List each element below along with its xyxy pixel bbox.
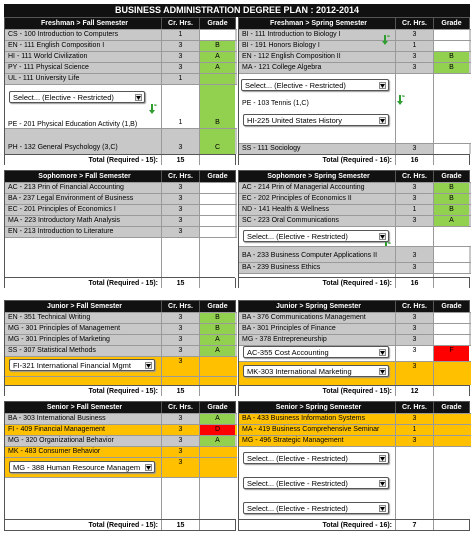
grade-cell[interactable]: A [199, 52, 235, 62]
table-row [5, 376, 237, 385]
table-row [5, 477, 237, 519]
table-row: AC - 214 Prin of Managerial Accounting 3 B [239, 182, 471, 193]
table-row: PE - 103 Tennis (1,C) [239, 73, 471, 143]
chevron-down-icon [379, 233, 386, 240]
total-row: Total (Required - 16): 7 [239, 519, 469, 530]
marketing-select[interactable]: MK-303 International Marketing [243, 365, 389, 377]
table-row: 3 [5, 457, 237, 477]
grade-cell[interactable] [433, 247, 469, 262]
freshman-spring-panel [238, 17, 470, 165]
total-row: Total (Required - 15): 15 [5, 519, 235, 530]
table-row: MG - 301 Principles of Management 3 B [5, 323, 237, 334]
senior-spring-header: Senior > Spring Semester Cr. Hrs. Grade [239, 402, 469, 413]
grade-cell[interactable] [433, 436, 469, 446]
table-row: MA - 121 College Algebra 3 B [239, 62, 471, 73]
table-row: EN - 112 English Composition II 3 B [239, 51, 471, 62]
grade-cell[interactable]: B [199, 313, 235, 323]
table-row: AC - 213 Prin of Financial Accounting 3 [5, 182, 237, 193]
table-row: EN - 213 Introduction to Literature 3 [5, 226, 237, 237]
table-row: 3 [239, 361, 471, 385]
grade-cell[interactable]: F [433, 346, 469, 361]
table-row: BA - 301 Principles of Finance 3 [239, 323, 471, 334]
total-row: Total (Required - 16): 16 [239, 154, 469, 165]
chevron-down-icon [145, 362, 152, 369]
grade-cell[interactable]: C [199, 129, 235, 154]
grade-cell[interactable]: B [199, 85, 235, 128]
table-row: PY - 111 Physical Science 3 A [5, 62, 237, 73]
junior-fall-header: Junior > Fall Semester Cr. Hrs. Grade [5, 301, 235, 312]
table-row: MG - 320 Organizational Behavior 3 A [5, 435, 237, 446]
elective-select[interactable]: Select... (Elective - Restricted) [241, 79, 389, 91]
elective-select[interactable]: Select... (Elective - Restricted) [243, 502, 389, 514]
table-row: BA - 433 Business Information Systems 3 [239, 413, 471, 424]
finance-select[interactable]: FI-321 International Financial Mgmt [9, 359, 155, 371]
grade-cell[interactable]: B [433, 183, 469, 193]
grade-cell[interactable] [433, 362, 469, 385]
senior-spring-panel [238, 401, 470, 531]
freshman-fall-panel [4, 17, 236, 165]
grade-cell[interactable] [199, 227, 235, 237]
grade-cell[interactable] [199, 183, 235, 193]
grade-cell[interactable] [433, 74, 469, 143]
recommend-icon[interactable] [149, 104, 157, 114]
table-row: CS - 100 Introduction to Computers 1 [5, 29, 237, 40]
chevron-down-icon [135, 94, 142, 101]
recommend-icon[interactable] [397, 95, 405, 105]
freshman-spring-header: Freshman > Spring Semester Cr. Hrs. Grade [239, 18, 469, 29]
grade-cell[interactable]: D [199, 425, 235, 435]
sophomore-spring-panel [238, 170, 470, 288]
chevron-down-icon [379, 82, 386, 89]
grade-cell[interactable]: B [199, 41, 235, 51]
table-row: PH - 132 General Psychology (3,C) 3 C [5, 128, 237, 154]
table-row: ND - 141 Health & Wellness 1 B [239, 204, 471, 215]
table-row: BA - 303 International Business 3 A [5, 413, 237, 424]
junior-spring-panel [238, 300, 470, 396]
elective-select[interactable]: Select... (Elective - Restricted) [9, 91, 145, 103]
table-row: BI - 111 Introduction to Biology I 3 [239, 29, 471, 40]
grade-cell[interactable] [199, 216, 235, 226]
chevron-down-icon [379, 455, 386, 462]
total-row: Total (Required - 15): 12 [239, 385, 469, 396]
total-row: Total (Required - 15): 15 [5, 277, 235, 288]
total-row: Total (Required - 15): 15 [5, 385, 235, 396]
grade-cell[interactable] [199, 357, 235, 376]
table-row: BA - 239 Business Ethics 3 [239, 262, 471, 273]
table-row: PE - 201 Physical Education Activity (1,B) 1 B [5, 84, 237, 128]
grade-cell[interactable] [199, 74, 235, 84]
table-row: EC - 201 Principles of Economics I 3 [5, 204, 237, 215]
grade-cell[interactable] [199, 30, 235, 40]
chevron-down-icon [379, 349, 386, 356]
grade-cell[interactable] [433, 263, 469, 273]
junior-fall-panel [4, 300, 236, 396]
page-title: BUSINESS ADMINISTRATION DEGREE PLAN : 2012-2014 [4, 4, 470, 17]
table-row: EN - 111 English Composition I 3 B [5, 40, 237, 51]
table-row: EC - 202 Principles of Economics II 3 B [239, 193, 471, 204]
grade-cell[interactable]: A [199, 346, 235, 356]
hr-management-select[interactable]: MG - 388 Human Resource Managem [9, 461, 155, 473]
elective-select[interactable]: Select... (Elective - Restricted) [243, 230, 389, 242]
table-row: 3 [5, 356, 237, 376]
table-row: MA - 419 Business Comprehensive Seminar 1 [239, 424, 471, 435]
grade-cell[interactable] [433, 144, 469, 154]
grade-cell[interactable]: B [199, 324, 235, 334]
elective-select[interactable]: Select... (Elective - Restricted) [243, 452, 389, 464]
grade-cell[interactable] [433, 414, 469, 424]
junior-spring-header: Junior > Spring Semester Cr. Hrs. Grade [239, 301, 469, 312]
grade-cell[interactable]: A [199, 414, 235, 424]
history-select[interactable]: HI-225 United States History [243, 114, 389, 126]
table-row: MG - 496 Strategic Management 3 [239, 435, 471, 446]
grade-cell[interactable]: A [199, 436, 235, 446]
table-row: UL - 111 University Life 1 [5, 73, 237, 84]
grade-cell[interactable] [433, 30, 469, 40]
table-row: HI - 111 World Civilization 3 A [5, 51, 237, 62]
table-row: MG - 301 Principles of Marketing 3 A [5, 334, 237, 345]
table-row: MG - 378 Entrepreneurship 3 [239, 334, 471, 345]
senior-fall-panel [4, 401, 236, 531]
total-row: Total (Required - 15): 15 [5, 154, 235, 165]
grade-cell[interactable]: A [433, 216, 469, 226]
table-row: MK - 483 Consumer Behavior 3 [5, 446, 237, 457]
chevron-down-icon [379, 368, 386, 375]
grade-cell[interactable]: B [433, 194, 469, 204]
table-row: 3 F [239, 345, 471, 361]
grade-cell[interactable]: A [199, 335, 235, 345]
grade-cell[interactable] [199, 205, 235, 215]
grade-cell[interactable] [433, 41, 469, 51]
recommend-icon[interactable] [382, 35, 390, 45]
chevron-down-icon [379, 117, 386, 124]
chevron-down-icon [379, 505, 386, 512]
grade-cell[interactable] [199, 458, 235, 477]
chevron-down-icon [379, 480, 386, 487]
table-row: MA - 223 Introductory Math Analysis 3 [5, 215, 237, 226]
table-row: FI - 409 Financial Management 3 D [5, 424, 237, 435]
table-row: SS - 111 Sociology 3 [239, 143, 471, 154]
senior-fall-header: Senior > Fall Semester Cr. Hrs. Grade [5, 402, 235, 413]
chevron-down-icon [145, 464, 152, 471]
grade-cell[interactable] [199, 447, 235, 457]
table-row: BA - 233 Business Computer Applications II 3 [239, 246, 471, 262]
grade-cell[interactable]: A [199, 63, 235, 73]
table-row: EN - 351 Technical Writing 3 B [5, 312, 237, 323]
sophomore-fall-panel [4, 170, 236, 288]
table-row: SS - 307 Statistical Methods 3 A [5, 345, 237, 356]
grade-cell[interactable]: B [433, 52, 469, 62]
grade-cell[interactable] [433, 335, 469, 345]
sophomore-spring-header: Sophomore > Spring Semester Cr. Hrs. Grade [239, 171, 469, 182]
accounting-select[interactable]: AC-355 Cost Accounting [243, 346, 389, 358]
grade-cell[interactable]: B [433, 63, 469, 73]
table-row [5, 237, 237, 278]
sophomore-fall-header: Sophomore > Fall Semester Cr. Hrs. Grade [5, 171, 235, 182]
table-row: BI - 191 Honors Biology I 1 [239, 40, 471, 51]
table-row: BA - 376 Communications Management 3 [239, 312, 471, 323]
table-row: BA - 237 Legal Environment of Business 3 [5, 193, 237, 204]
freshman-fall-header: Freshman > Fall Semester Cr. Hrs. Grade [5, 18, 235, 29]
grade-cell[interactable]: B [433, 205, 469, 215]
grade-cell[interactable] [433, 324, 469, 334]
grade-cell[interactable] [433, 313, 469, 323]
grade-cell[interactable] [199, 194, 235, 204]
elective-select[interactable]: Select... (Elective - Restricted) [243, 477, 389, 489]
total-row: Total (Required - 16): 16 [239, 277, 469, 288]
table-row: SC - 223 Oral Communications 3 A [239, 215, 471, 226]
grade-cell[interactable] [433, 425, 469, 435]
